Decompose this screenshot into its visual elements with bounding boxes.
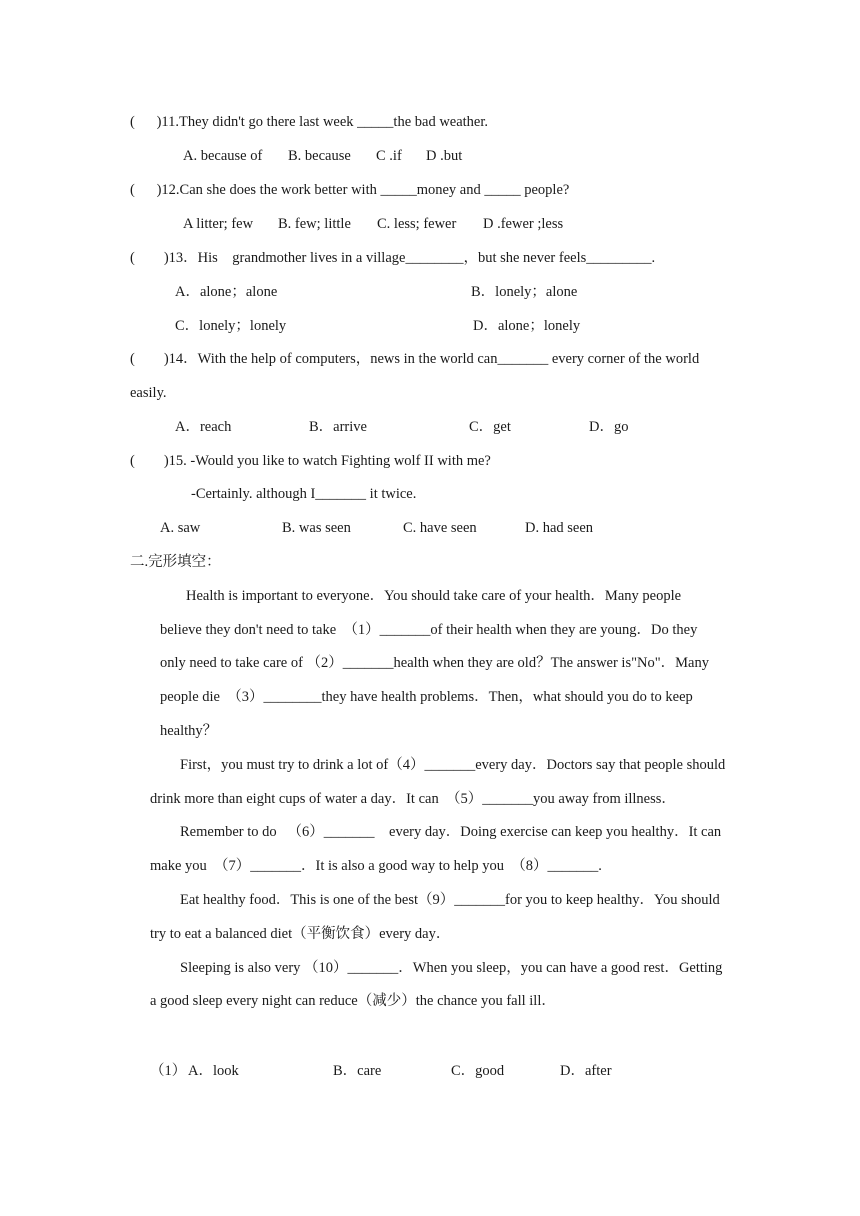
q14-option-a: A．reach bbox=[175, 419, 232, 435]
passage-line-9: make you （7）_______．It is also a good way to help you （8）_______. bbox=[150, 858, 602, 874]
question-11-stem: ( )11.They didn't go there last week _____the bad weather. bbox=[130, 114, 489, 130]
section-2-heading: 二.完形填空： bbox=[130, 554, 221, 570]
passage-line-2: believe they don't need to take （1）_______of their health when they are young．Do they bbox=[160, 622, 698, 638]
passage-line-12: Sleeping is also very （10）_______．When you sleep，you can have a good rest．Getting bbox=[180, 960, 723, 976]
q13-option-c: C．lonely；lonely bbox=[175, 318, 287, 334]
cloze-q1-option-a: A．look bbox=[188, 1063, 239, 1079]
q15-option-d: D. had seen bbox=[525, 520, 594, 536]
q11-option-b: B. because bbox=[288, 148, 351, 164]
question-14-stem: ( )14．With the help of computers，news in the world can_______ every corner of the world bbox=[130, 351, 700, 367]
question-15-reply: -Certainly. although I_______ it twice. bbox=[191, 486, 417, 502]
passage-line-8: Remember to do （6）_______ every day．Doing exercise can keep you healthy．It can bbox=[180, 824, 722, 840]
passage-line-11: try to eat a balanced diet（平衡饮食）every day． bbox=[150, 926, 451, 942]
cloze-q1-option-c: C．good bbox=[451, 1063, 505, 1079]
question-12-stem: ( )12.Can she does the work better with _____money and _____ people? bbox=[130, 182, 570, 198]
q13-option-a: A．alone；alone bbox=[175, 284, 278, 300]
q11-option-c: C .if bbox=[376, 148, 402, 164]
question-14-stem-continued: easily. bbox=[130, 385, 167, 401]
cloze-q1-number: （1） bbox=[150, 1063, 187, 1079]
q14-option-c: C．get bbox=[469, 419, 511, 435]
q15-option-c: C. have seen bbox=[403, 520, 477, 536]
q12-option-d: D .fewer ;less bbox=[483, 216, 564, 232]
q11-option-d: D .but bbox=[426, 148, 463, 164]
cloze-q1-option-d: D．after bbox=[560, 1063, 612, 1079]
q14-option-b: B．arrive bbox=[309, 419, 367, 435]
q12-option-c: C. less; fewer bbox=[377, 216, 457, 232]
q12-option-b: B. few; little bbox=[278, 216, 351, 232]
q15-option-b: B. was seen bbox=[282, 520, 351, 536]
q12-option-a: A litter; few bbox=[183, 216, 254, 232]
passage-line-7: drink more than eight cups of water a day．It can （5）_______you away from illness． bbox=[150, 791, 676, 807]
q15-option-a: A. saw bbox=[160, 520, 201, 536]
passage-line-5: healthy？ bbox=[160, 723, 218, 739]
q11-option-a: A. because of bbox=[183, 148, 263, 164]
question-13-stem: ( )13．His grandmother lives in a village________，but she never feels_________. bbox=[130, 250, 656, 266]
passage-line-10: Eat healthy food．This is one of the best（9）_______for you to keep healthy．You should bbox=[180, 892, 720, 908]
passage-line-3: only need to take care of （2）_______health when they are old？The answer is"No"．Many bbox=[160, 655, 709, 671]
q13-option-d: D．alone；lonely bbox=[473, 318, 581, 334]
question-15-stem: ( )15. -Would you like to watch Fighting wolf II with me? bbox=[130, 453, 491, 469]
passage-line-6: First，you must try to drink a lot of（4）_______every day．Doctors say that people should bbox=[180, 757, 726, 773]
passage-line-1: Health is important to everyone．You should take care of your health．Many people bbox=[186, 588, 682, 604]
q14-option-d: D．go bbox=[589, 419, 629, 435]
passage-line-13: a good sleep every night can reduce（减少）the chance you fall ill． bbox=[150, 993, 556, 1009]
q13-option-b: B．lonely；alone bbox=[471, 284, 578, 300]
passage-line-4: people die （3）________they have health problems．Then，what should you do to keep bbox=[160, 689, 693, 705]
cloze-q1-option-b: B．care bbox=[333, 1063, 382, 1079]
